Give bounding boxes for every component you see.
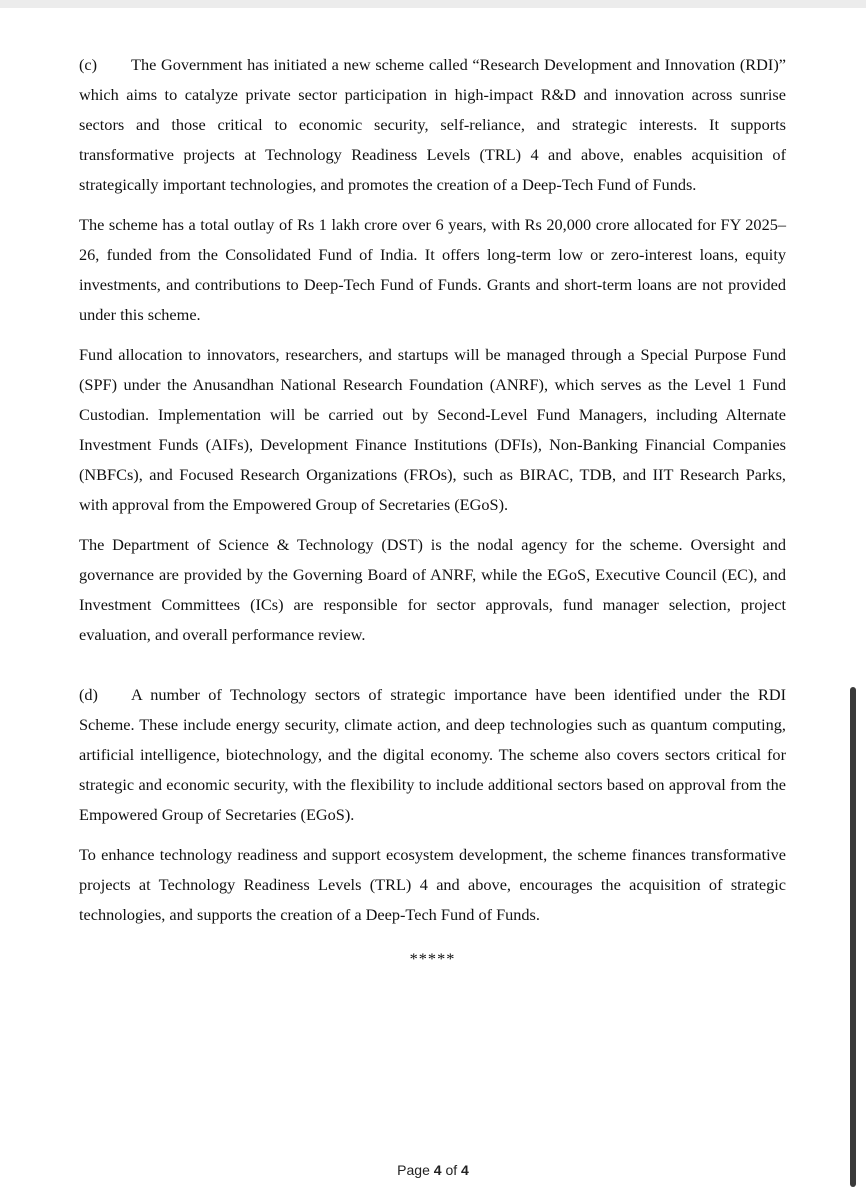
section-c-text-1: The Government has initiated a new scheme called “Research Development and Innovation (RDI)” which aims to catalyze private sector participation in high-impact R&D and innovation across sunrise sectors and those critical to economic security, self-reliance, and strategic interests. It supports transformative projects at Technology Readiness Levels (TRL) 4 and above, enables acquisition of strategically important technologies, and promotes the creation of a Deep-Tech Fund of Funds. <box>79 55 786 194</box>
section-d-label: (d) <box>79 685 98 704</box>
viewer-top-bar <box>0 0 866 8</box>
section-c-paragraph-1 <box>79 50 786 200</box>
page-word: Page <box>397 1162 430 1178</box>
end-marker: ***** <box>409 949 456 968</box>
section-d-paragraph-1 <box>79 680 786 830</box>
total-pages-number: 4 <box>461 1162 469 1178</box>
vertical-scrollbar[interactable] <box>850 687 856 1187</box>
current-page-number: 4 <box>433 1162 442 1178</box>
of-word: of <box>445 1162 458 1178</box>
section-d-paragraph-2: To enhance technology readiness and support ecosystem development, the scheme finances transformative projects at Technology Readiness Levels (TRL) 4 and above, encourages the acquisition of strategic technologies, and supports the creation of a Deep-Tech Fund of Funds. <box>79 845 786 924</box>
section-c-paragraph-2: The scheme has a total outlay of Rs 1 lakh crore over 6 years, with Rs 20,000 crore allocated for FY 2025–26, funded from the Consolidated Fund of India. It offers long-term low or zero-interest loans, equity investments, and contributions to Deep-Tech Fund of Funds. Grants and short-term loans are not provided under this scheme. <box>79 215 786 324</box>
section-c-paragraph-4: The Department of Science & Technology (DST) is the nodal agency for the scheme. Oversight and governance are provided by the Governing Board of ANRF, while the EGoS, Executive Council (EC), and Investment Committees (ICs) are responsible for sector approvals, fund manager selection, project evaluation, and overall performance review. <box>79 535 786 644</box>
section-c-label: (c) <box>79 55 98 74</box>
document-body <box>79 50 786 974</box>
section-c-paragraph-3: Fund allocation to innovators, researchers, and startups will be managed through a Special Purpose Fund (SPF) under the Anusandhan National Research Foundation (ANRF), which serves as the Level 1 Fund Custodian. Implementation will be carried out by Second-Level Fund Managers, including Alternate Investment Funds (AIFs), Development Finance Institutions (DFIs), Non-Banking Financial Companies (NBFCs), and Focused Research Organizations (FROs), such as BIRAC, TDB, and IIT Research Parks, with approval from the Empowered Group of Secretaries (EGoS). <box>79 345 786 514</box>
section-d-text-1: A number of Technology sectors of strategic importance have been identified under the RDI Scheme. These include energy security, climate action, and deep technologies such as quantum computing, artificial intelligence, biotechnology, and the digital economy. The scheme also covers sectors critical for strategic and economic security, with the flexibility to include additional sectors based on approval from the Empowered Group of Secretaries (EGoS). <box>79 685 786 824</box>
page-footer <box>0 1162 866 1178</box>
